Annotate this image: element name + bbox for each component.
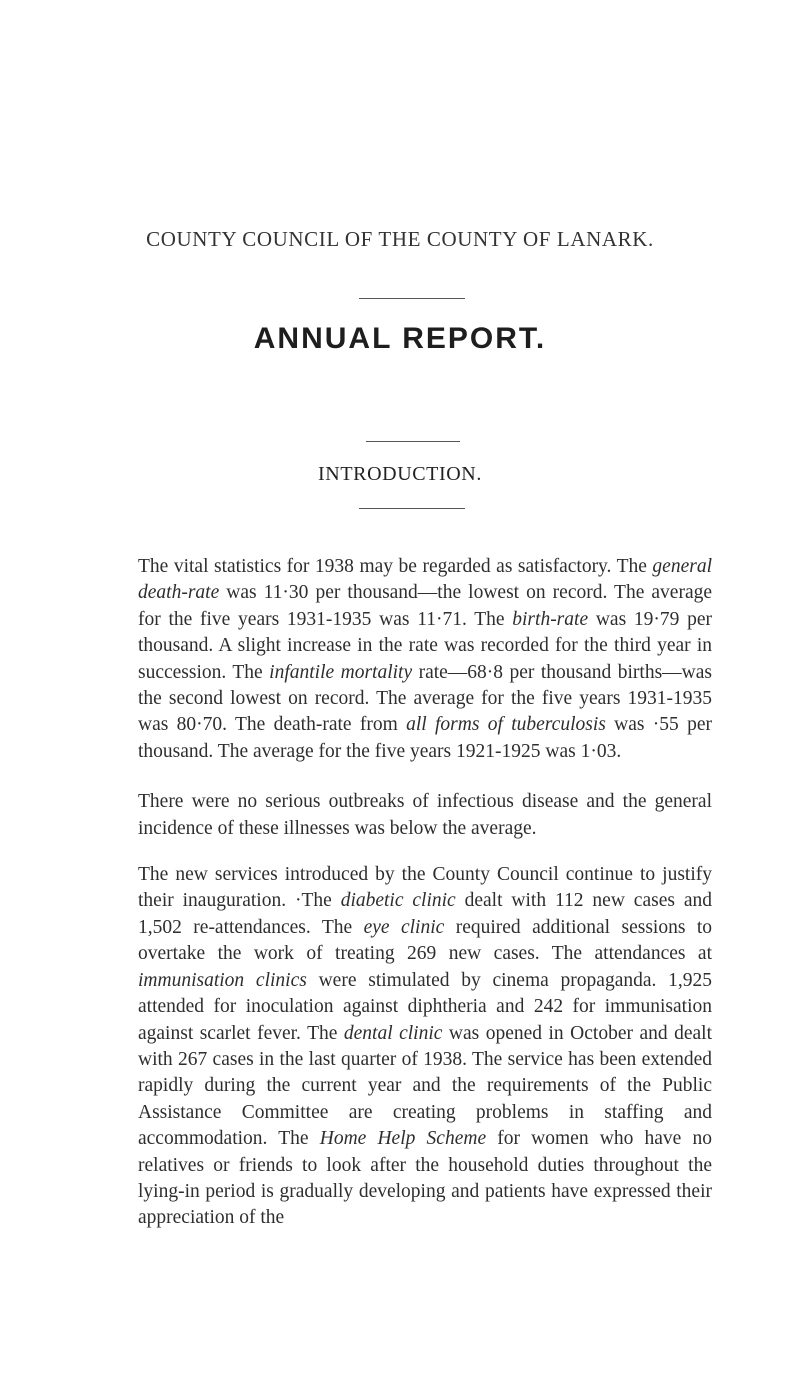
emphasis-eye-clinic: eye clinic bbox=[363, 916, 445, 938]
paragraph-vital-statistics bbox=[138, 554, 712, 765]
text-run: dealt with 112 new cases and 1,502 re-attendances. The bbox=[138, 890, 712, 938]
text-run: The vital statistics for 1938 may be regarded as satisfactory. The bbox=[138, 556, 653, 577]
council-header: COUNTY COUNCIL OF THE COUNTY OF LANARK. bbox=[146, 227, 654, 251]
paragraph-new-services bbox=[138, 862, 712, 1232]
emphasis-general-death-rate: general death-rate bbox=[138, 556, 712, 604]
paragraph-infectious-disease bbox=[138, 789, 712, 842]
emphasis-immunisation-clinics: immunisation clinics bbox=[138, 969, 307, 991]
emphasis-infantile-mortality: infantile mortality bbox=[269, 661, 413, 683]
divider-rule bbox=[359, 508, 465, 509]
text-run: The new services introduced by the County Council continue to justify their inauguration. ·The bbox=[138, 864, 712, 912]
text-run: rate—68·8 per thousand births—was the second lowest on record. The average for the five years 1931-1935 was 80·70. The death-rate from bbox=[138, 661, 712, 736]
text-run: was 11·30 per thousand—the lowest on record. The average for the five years 1931-1935 was 11·71. The bbox=[138, 582, 712, 630]
text-run: were stimulated by cinema propaganda. 1,925 attended for inoculation against diphtheria and 242 for immunisation against scarlet fever. The bbox=[138, 969, 713, 1044]
body-text bbox=[138, 554, 712, 1252]
emphasis-diabetic-clinic: diabetic clinic bbox=[340, 890, 456, 912]
divider-rule bbox=[359, 298, 465, 299]
text-run: required additional sessions to overtake the work of treating 269 new cases. The attendances at bbox=[138, 916, 713, 965]
text-run: There were no serious outbreaks of infectious disease and the general incidence of these illnesses was below the average. bbox=[138, 791, 712, 839]
text-run: was ·55 per thousand. The average for the five years 1921-1925 was 1·03. bbox=[138, 714, 712, 762]
text-run: was opened in October and dealt with 267 cases in the last quarter of 1938. The service has been extended rapidly during the current year and the requirements of the Public Assistance Committee are creating problems in staffing and accommodation. The bbox=[138, 1022, 712, 1150]
emphasis-home-help-scheme: Home Help Scheme bbox=[319, 1128, 487, 1150]
emphasis-birth-rate: birth-rate bbox=[512, 608, 589, 630]
emphasis-tuberculosis: all forms of tuberculosis bbox=[406, 714, 606, 736]
report-title: ANNUAL REPORT. bbox=[253, 322, 547, 355]
text-run: for women who have no relatives or friends to look after the household duties throughout the lying-in period is gradually developing and patients have expressed their appreciation of the bbox=[138, 1128, 712, 1229]
text-run: was 19·79 per thousand. A slight increase in the rate was recorded for the third year in succession. The bbox=[138, 608, 713, 683]
emphasis-dental-clinic: dental clinic bbox=[343, 1022, 443, 1044]
section-title: INTRODUCTION. bbox=[318, 463, 482, 485]
divider-rule bbox=[366, 441, 460, 442]
